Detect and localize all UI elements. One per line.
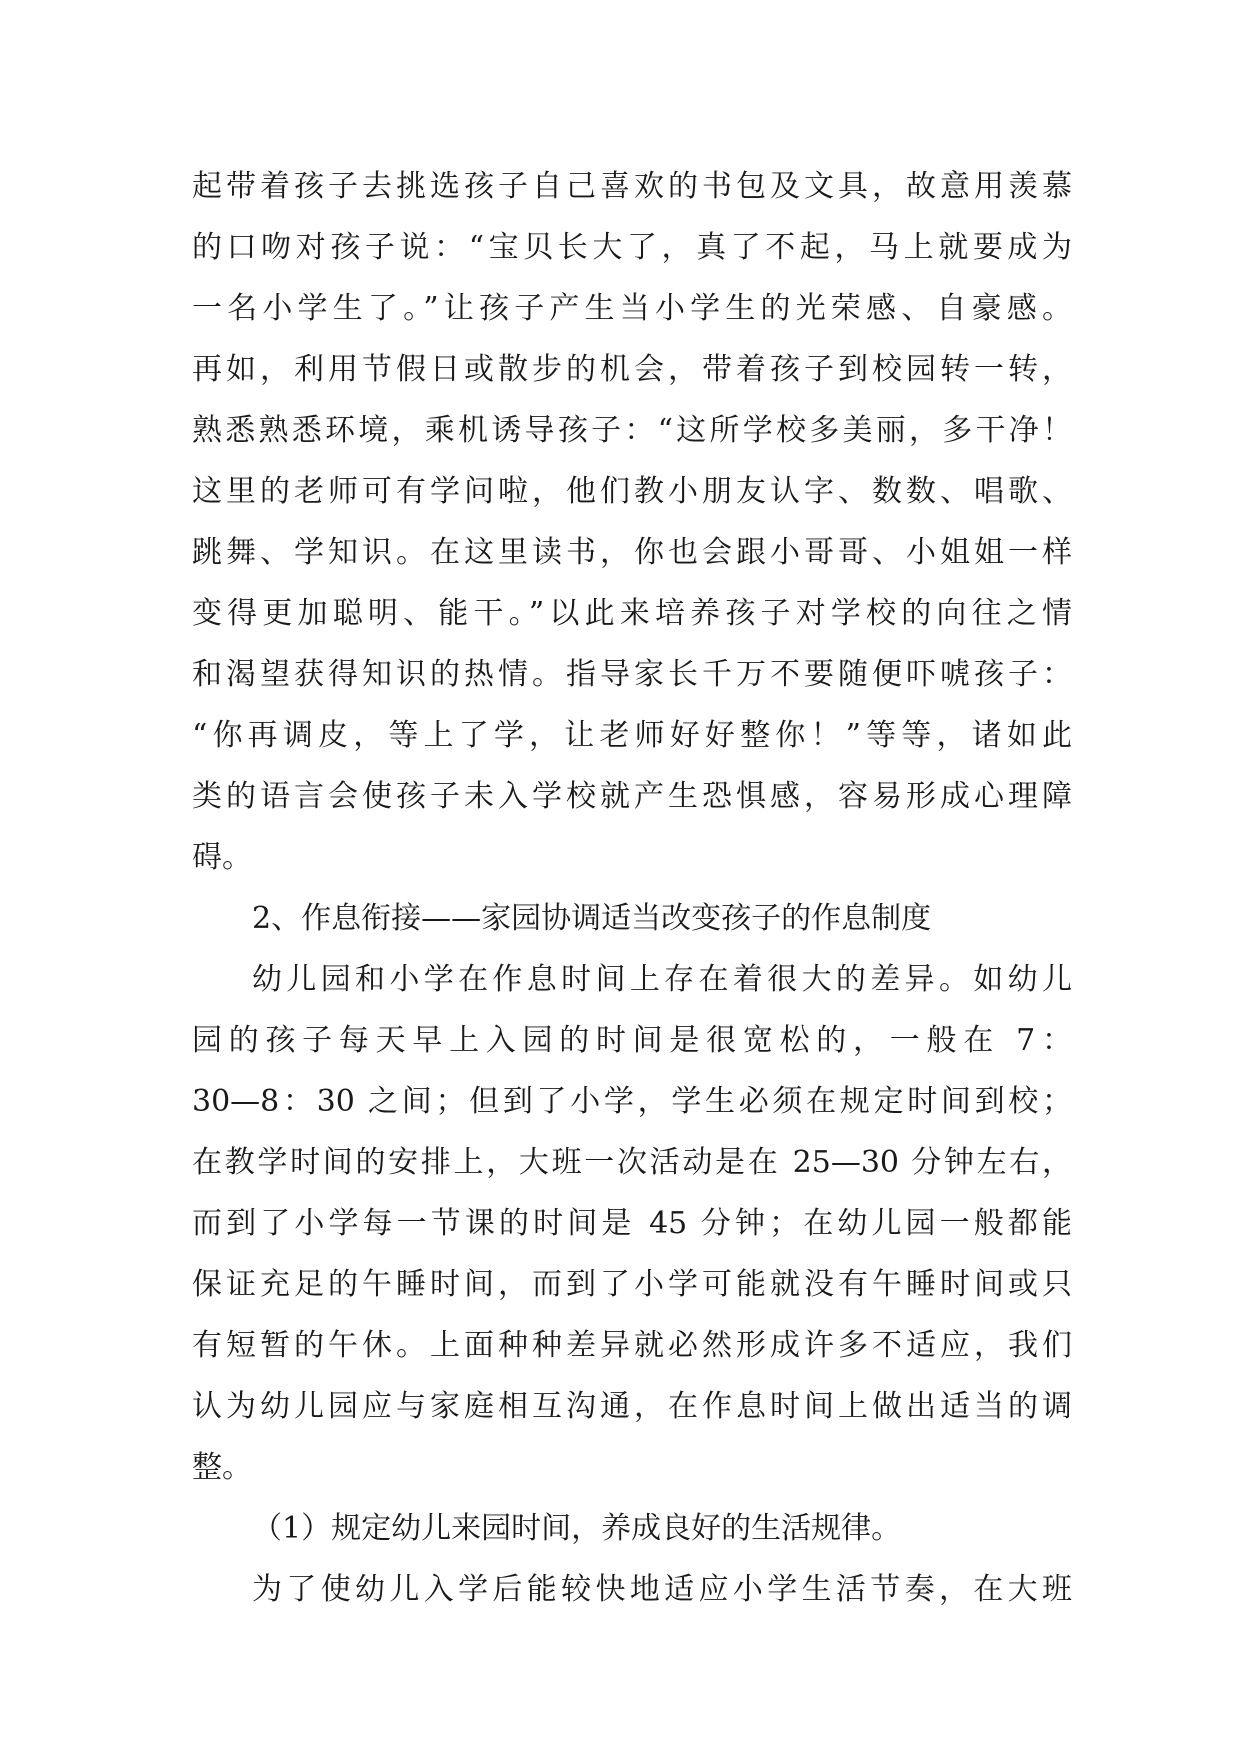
text-line: 在教学时间的安排上，大班一次活动是在 25—30 分钟左右， bbox=[192, 1145, 1072, 1180]
subsection-heading: （1）规定幼儿来园时间，养成良好的生活规律。 bbox=[252, 1511, 902, 1546]
text-line: 这里的老师可有学问啦，他们教小朋友认字、数数、唱歌、 bbox=[192, 474, 1072, 509]
text-line: 碍。 bbox=[192, 840, 252, 875]
text-line: 再如，利用节假日或散步的机会，带着孩子到校园转一转， bbox=[192, 352, 1072, 387]
text-line: 和渴望获得知识的热情。指导家长千万不要随便吓唬孩子： bbox=[192, 657, 1072, 692]
text-line: 熟悉熟悉环境，乘机诱导孩子：“这所学校多美丽，多干净！ bbox=[192, 413, 1072, 448]
text-line: 的口吻对孩子说：“宝贝长大了，真了不起，马上就要成为 bbox=[192, 230, 1072, 265]
text-line: 认为幼儿园应与家庭相互沟通，在作息时间上做出适当的调 bbox=[192, 1389, 1072, 1424]
text-line: 类的语言会使孩子未入学校就产生恐惧感，容易形成心理障 bbox=[192, 779, 1072, 814]
text-line: “你再调皮，等上了学，让老师好好整你！”等等，诸如此 bbox=[192, 718, 1072, 753]
text-line: 起带着孩子去挑选孩子自己喜欢的书包及文具，故意用羡慕 bbox=[192, 169, 1072, 204]
section-heading: 2、作息衔接——家园协调适当改变孩子的作息制度 bbox=[252, 901, 932, 936]
text-line: 保证充足的午睡时间，而到了小学可能就没有午睡时间或只 bbox=[192, 1267, 1072, 1302]
text-line: 整。 bbox=[192, 1450, 252, 1485]
text-line: 幼儿园和小学在作息时间上存在着很大的差异。如幼儿 bbox=[252, 962, 1072, 997]
text-line: 30—8：30 之间；但到了小学，学生必须在规定时间到校； bbox=[192, 1084, 1072, 1119]
text-line: 为了使幼儿入学后能较快地适应小学生活节奏，在大班 bbox=[252, 1572, 1072, 1607]
text-line: 园的孩子每天早上入园的时间是很宽松的，一般在 7： bbox=[192, 1023, 1072, 1058]
text-line: 而到了小学每一节课的时间是 45 分钟；在幼儿园一般都能 bbox=[192, 1206, 1072, 1241]
text-line: 跳舞、学知识。在这里读书，你也会跟小哥哥、小姐姐一样 bbox=[192, 535, 1072, 570]
text-line: 一名小学生了。”让孩子产生当小学生的光荣感、自豪感。 bbox=[192, 291, 1072, 326]
text-line: 有短暂的午休。上面种种差异就必然形成许多不适应，我们 bbox=[192, 1328, 1072, 1363]
body-text bbox=[192, 156, 1072, 1620]
text-line: 变得更加聪明、能干。”以此来培养孩子对学校的向往之情 bbox=[192, 596, 1072, 631]
